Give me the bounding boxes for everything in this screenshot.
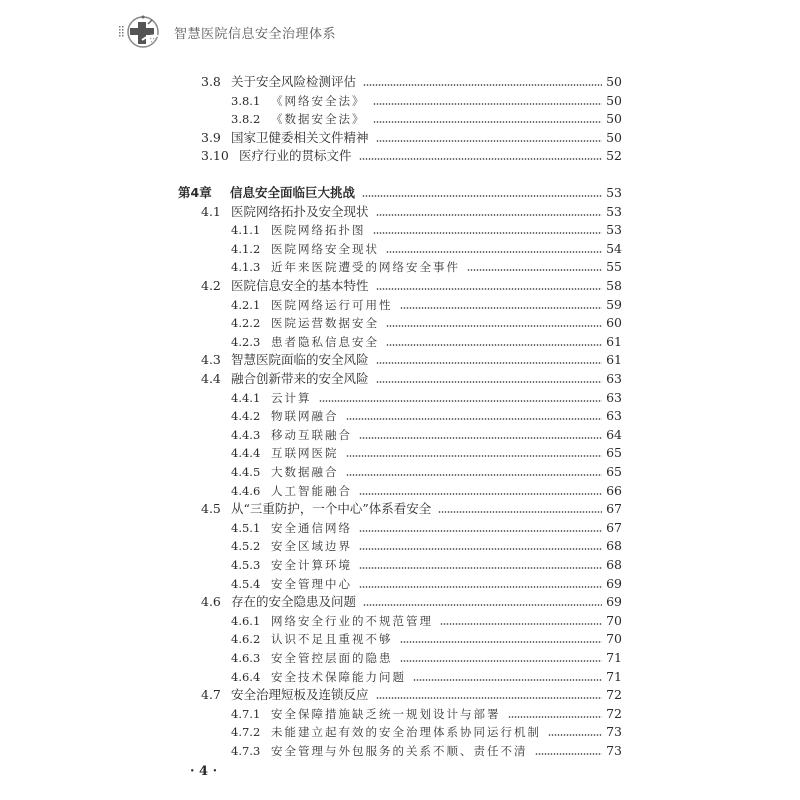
dot-leader <box>386 325 602 327</box>
toc-entry-title: 云计算 <box>271 390 312 405</box>
toc-entry-title: 安全管理与外包服务的关系不顺、责任不清 <box>271 744 528 758</box>
toc-entry-page: 68 <box>606 557 622 572</box>
toc-entry-number: 4.4.1 <box>231 390 261 405</box>
toc-entry <box>231 612 622 630</box>
toc-entry-title: 《网络安全法》 <box>271 93 366 108</box>
toc-entry-number: 4.7.3 <box>231 744 261 758</box>
toc-entry-page: 52 <box>606 148 622 164</box>
toc-entry-title: 患者隐私信息安全 <box>271 334 379 349</box>
toc-entry <box>201 500 622 518</box>
dot-leader <box>376 362 602 364</box>
running-header <box>118 14 336 50</box>
dot-leader <box>400 660 603 662</box>
toc-entry <box>231 519 622 537</box>
toc-entry <box>201 686 622 704</box>
toc-entry-number: 4.1.1 <box>231 223 261 238</box>
toc-entry-title: 融合创新带来的安全风险 <box>231 371 369 386</box>
dot-leader <box>373 232 603 234</box>
dot-leader <box>346 455 603 457</box>
dot-leader <box>376 288 602 290</box>
toc-entry-title: 从“三重防护，一个中心”体系看安全 <box>231 501 432 517</box>
toc-entry <box>231 630 622 648</box>
toc-entry-title: 安全区域边界 <box>271 539 352 554</box>
toc-entry-number: 3.9 <box>201 129 221 145</box>
toc-entry-number: 4.5.2 <box>231 539 261 554</box>
toc-entry-number: 4.3 <box>201 352 221 368</box>
dot-leader <box>359 567 602 569</box>
toc-entry-page: 68 <box>606 538 622 554</box>
toc-entry-title: 安全计算环境 <box>271 558 352 572</box>
toc-entry-title: 存在的安全隐患及问题 <box>231 594 357 610</box>
toc-entry-title: 智慧医院面临的安全风险 <box>231 352 369 368</box>
toc-entry-page: 53 <box>606 185 622 200</box>
toc-entry-title: 医院网络拓扑及安全现状 <box>231 203 369 219</box>
dot-leader <box>363 604 602 606</box>
toc-entry-page: 59 <box>606 296 622 312</box>
dot-leader <box>359 548 602 550</box>
medical-cross-logo-icon <box>118 14 170 50</box>
toc-entry-number: 4.2.1 <box>231 297 261 312</box>
toc-entry-number: 4.7.2 <box>231 725 261 740</box>
toc-entry-title: 医院网络运行可用性 <box>271 297 393 312</box>
dot-leader <box>376 214 602 216</box>
dot-leader <box>359 493 602 495</box>
toc-entry-number: 3.8.2 <box>231 112 261 127</box>
toc-entry-number: 4.1.3 <box>231 260 261 275</box>
dot-leader <box>376 140 602 142</box>
toc-entry-title: 人工智能融合 <box>271 483 352 498</box>
toc-entry-number: 4.5.4 <box>231 576 261 591</box>
toc-entry <box>231 258 622 276</box>
toc-entry <box>231 389 622 407</box>
toc-entry-page: 71 <box>606 668 622 684</box>
book-title: 智慧医院信息安全治理体系 <box>174 26 337 42</box>
toc-entry-page: 67 <box>606 519 622 535</box>
dot-leader <box>362 195 602 197</box>
toc-entry-page: 61 <box>606 333 622 349</box>
toc-entry <box>201 351 622 369</box>
toc-entry-title: 《数据安全法》 <box>271 112 366 127</box>
toc-entry <box>201 203 622 221</box>
dot-leader <box>438 511 602 513</box>
toc-entry-number: 4.4 <box>201 371 221 386</box>
toc-entry-page: 70 <box>606 631 622 647</box>
toc-entry-number: 4.2.3 <box>231 334 261 349</box>
dot-leader <box>373 121 603 123</box>
toc-entry <box>231 463 622 481</box>
toc-entry-page: 50 <box>606 129 622 145</box>
toc-entry <box>231 240 622 258</box>
toc-entry-title: 关于安全风险检测评估 <box>231 74 357 89</box>
toc-entry-number: 4.2.2 <box>231 316 261 331</box>
toc-entry-title: 安全管理中心 <box>271 576 352 591</box>
toc-entry <box>231 705 622 723</box>
dot-leader <box>467 269 602 271</box>
toc-entry-page: 73 <box>606 743 622 758</box>
toc-entry-number: 4.4.3 <box>231 427 261 442</box>
toc-entry <box>231 407 622 425</box>
toc-entry-title: 安全通信网络 <box>271 520 352 535</box>
dot-leader <box>319 400 603 402</box>
toc-entry-number: 4.6.3 <box>231 651 261 665</box>
toc-entry-number: 4.4.4 <box>231 446 261 461</box>
toc-entry-title: 互联网医院 <box>271 446 339 461</box>
toc-entry-title: 安全保障措施缺乏统一规划设计与部署 <box>271 706 501 721</box>
toc-entry-number: 4.1 <box>201 203 221 219</box>
dot-leader <box>359 158 602 160</box>
toc-entry-number: 4.7 <box>201 687 221 703</box>
toc-entry-number: 3.8.1 <box>231 93 261 108</box>
dot-leader <box>400 307 603 309</box>
toc-entry-page: 53 <box>606 203 622 219</box>
dot-leader <box>376 381 602 383</box>
toc-entry <box>231 110 622 128</box>
toc-entry-page: 55 <box>606 259 622 275</box>
toc-entry-number: 4.6 <box>201 594 221 610</box>
dot-leader <box>376 697 602 699</box>
toc-entry-number: 4.5 <box>201 501 221 517</box>
toc-entry-page: 54 <box>606 240 622 256</box>
dot-leader <box>400 641 603 643</box>
dot-leader <box>440 623 602 625</box>
toc-entry-number: 4.7.1 <box>231 706 261 721</box>
toc-entry-page: 63 <box>606 408 622 424</box>
dot-leader <box>386 344 602 346</box>
toc-entry-page: 69 <box>606 575 622 591</box>
toc-entry-page: 66 <box>606 482 622 498</box>
toc-entry <box>231 92 622 110</box>
toc-entry-number: 4.5.3 <box>231 558 261 572</box>
toc-entry-page: 73 <box>606 724 622 740</box>
dot-leader <box>535 753 603 755</box>
toc-entry-page: 67 <box>606 501 622 517</box>
toc-entry <box>231 221 622 239</box>
toc-entry-number: 4.4.6 <box>231 483 261 498</box>
toc-entry-title: 安全技术保障能力问题 <box>271 669 406 684</box>
toc-entry-number: 4.6.2 <box>231 632 261 647</box>
toc-entry <box>231 723 622 741</box>
toc-entry-page: 63 <box>606 389 622 405</box>
page-number: · 4 · <box>190 764 218 779</box>
dot-leader <box>359 530 602 532</box>
dot-leader <box>548 734 602 736</box>
toc-entry <box>201 129 622 147</box>
toc-entry-number: 4.1.2 <box>231 241 261 256</box>
toc-entry <box>231 556 622 574</box>
toc-entry-title: 医疗行业的贯标文件 <box>239 148 352 164</box>
toc-entry-number: 第4章 <box>178 185 212 200</box>
toc-entry <box>231 314 622 332</box>
toc-entry-page: 50 <box>606 92 622 108</box>
toc-entry-title: 认识不足且重视不够 <box>271 632 393 647</box>
toc-entry-title: 国家卫健委相关文件精神 <box>231 129 369 145</box>
toc-entry-title: 医院运营数据安全 <box>271 316 379 331</box>
toc-entry <box>231 742 622 760</box>
toc-entry <box>231 426 622 444</box>
toc-entry <box>201 277 622 295</box>
toc-entry-number: 3.10 <box>201 148 229 164</box>
dot-leader <box>386 251 602 253</box>
toc-entry-page: 69 <box>606 594 622 610</box>
toc-entry <box>231 296 622 314</box>
dot-leader <box>508 716 603 718</box>
toc-entry-page: 72 <box>606 687 622 703</box>
toc-entry <box>231 482 622 500</box>
toc-entry-page: 71 <box>606 650 622 665</box>
toc-entry <box>231 333 622 351</box>
dot-leader <box>346 418 603 420</box>
toc-entry-number: 4.4.2 <box>231 409 261 424</box>
dot-leader <box>363 84 602 86</box>
toc-entry-page: 58 <box>606 278 622 293</box>
toc-entry <box>231 649 622 667</box>
toc-entry-page: 50 <box>606 74 622 89</box>
toc-entry-number: 4.2 <box>201 278 221 293</box>
toc-entry <box>201 147 622 165</box>
toc-entry-page: 50 <box>606 111 622 127</box>
toc-entry-number: 4.6.1 <box>231 613 261 628</box>
toc-entry-title: 医院网络安全现状 <box>271 241 379 256</box>
toc-entry-title: 近年来医院遭受的网络安全事件 <box>271 260 460 275</box>
toc-entry-number: 4.6.4 <box>231 669 261 684</box>
toc-entry-page: 72 <box>606 705 622 721</box>
toc-entry-page: 65 <box>606 445 622 461</box>
toc-entry-title: 未能建立起有效的安全治理体系协同运行机制 <box>271 725 541 740</box>
toc-entry <box>231 444 622 462</box>
toc-entry <box>231 537 622 555</box>
dot-leader <box>359 586 602 588</box>
dot-leader <box>346 474 603 476</box>
toc-entry-page: 60 <box>606 315 622 331</box>
toc-entry-number: 4.5.1 <box>231 520 261 535</box>
toc-entry <box>231 575 622 593</box>
toc-entry-title: 网络安全行业的不规范管理 <box>271 613 433 628</box>
toc-entry-title: 医院信息安全的基本特性 <box>231 278 369 293</box>
toc-chapter-entry <box>178 184 622 202</box>
dot-leader <box>359 437 602 439</box>
toc-entry-page: 65 <box>606 464 622 479</box>
toc-entry-page: 64 <box>606 426 622 442</box>
toc-entry-number: 3.8 <box>201 74 221 89</box>
toc-entry-title: 医院网络拓扑图 <box>271 223 366 238</box>
toc-entry-title: 信息安全面临巨大挑战 <box>230 185 356 200</box>
toc-entry <box>231 668 622 686</box>
toc-entry-number: 4.4.5 <box>231 465 261 479</box>
toc-entry-title: 移动互联融合 <box>271 427 352 442</box>
toc-entry <box>201 593 622 611</box>
toc-entry <box>201 370 622 388</box>
toc-entry-title: 安全管控层面的隐患 <box>271 651 393 665</box>
toc-entry-page: 53 <box>606 222 622 238</box>
toc-entry-title: 物联网融合 <box>271 409 339 424</box>
toc-entry-title: 安全治理短板及连锁反应 <box>231 687 369 703</box>
dot-leader <box>373 103 603 105</box>
toc-entry-page: 70 <box>606 612 622 628</box>
toc-entry-title: 大数据融合 <box>271 465 339 479</box>
toc-entry-page: 61 <box>606 352 622 368</box>
dot-leader <box>413 679 602 681</box>
toc-entry-page: 63 <box>606 371 622 386</box>
toc-entry <box>201 73 622 91</box>
